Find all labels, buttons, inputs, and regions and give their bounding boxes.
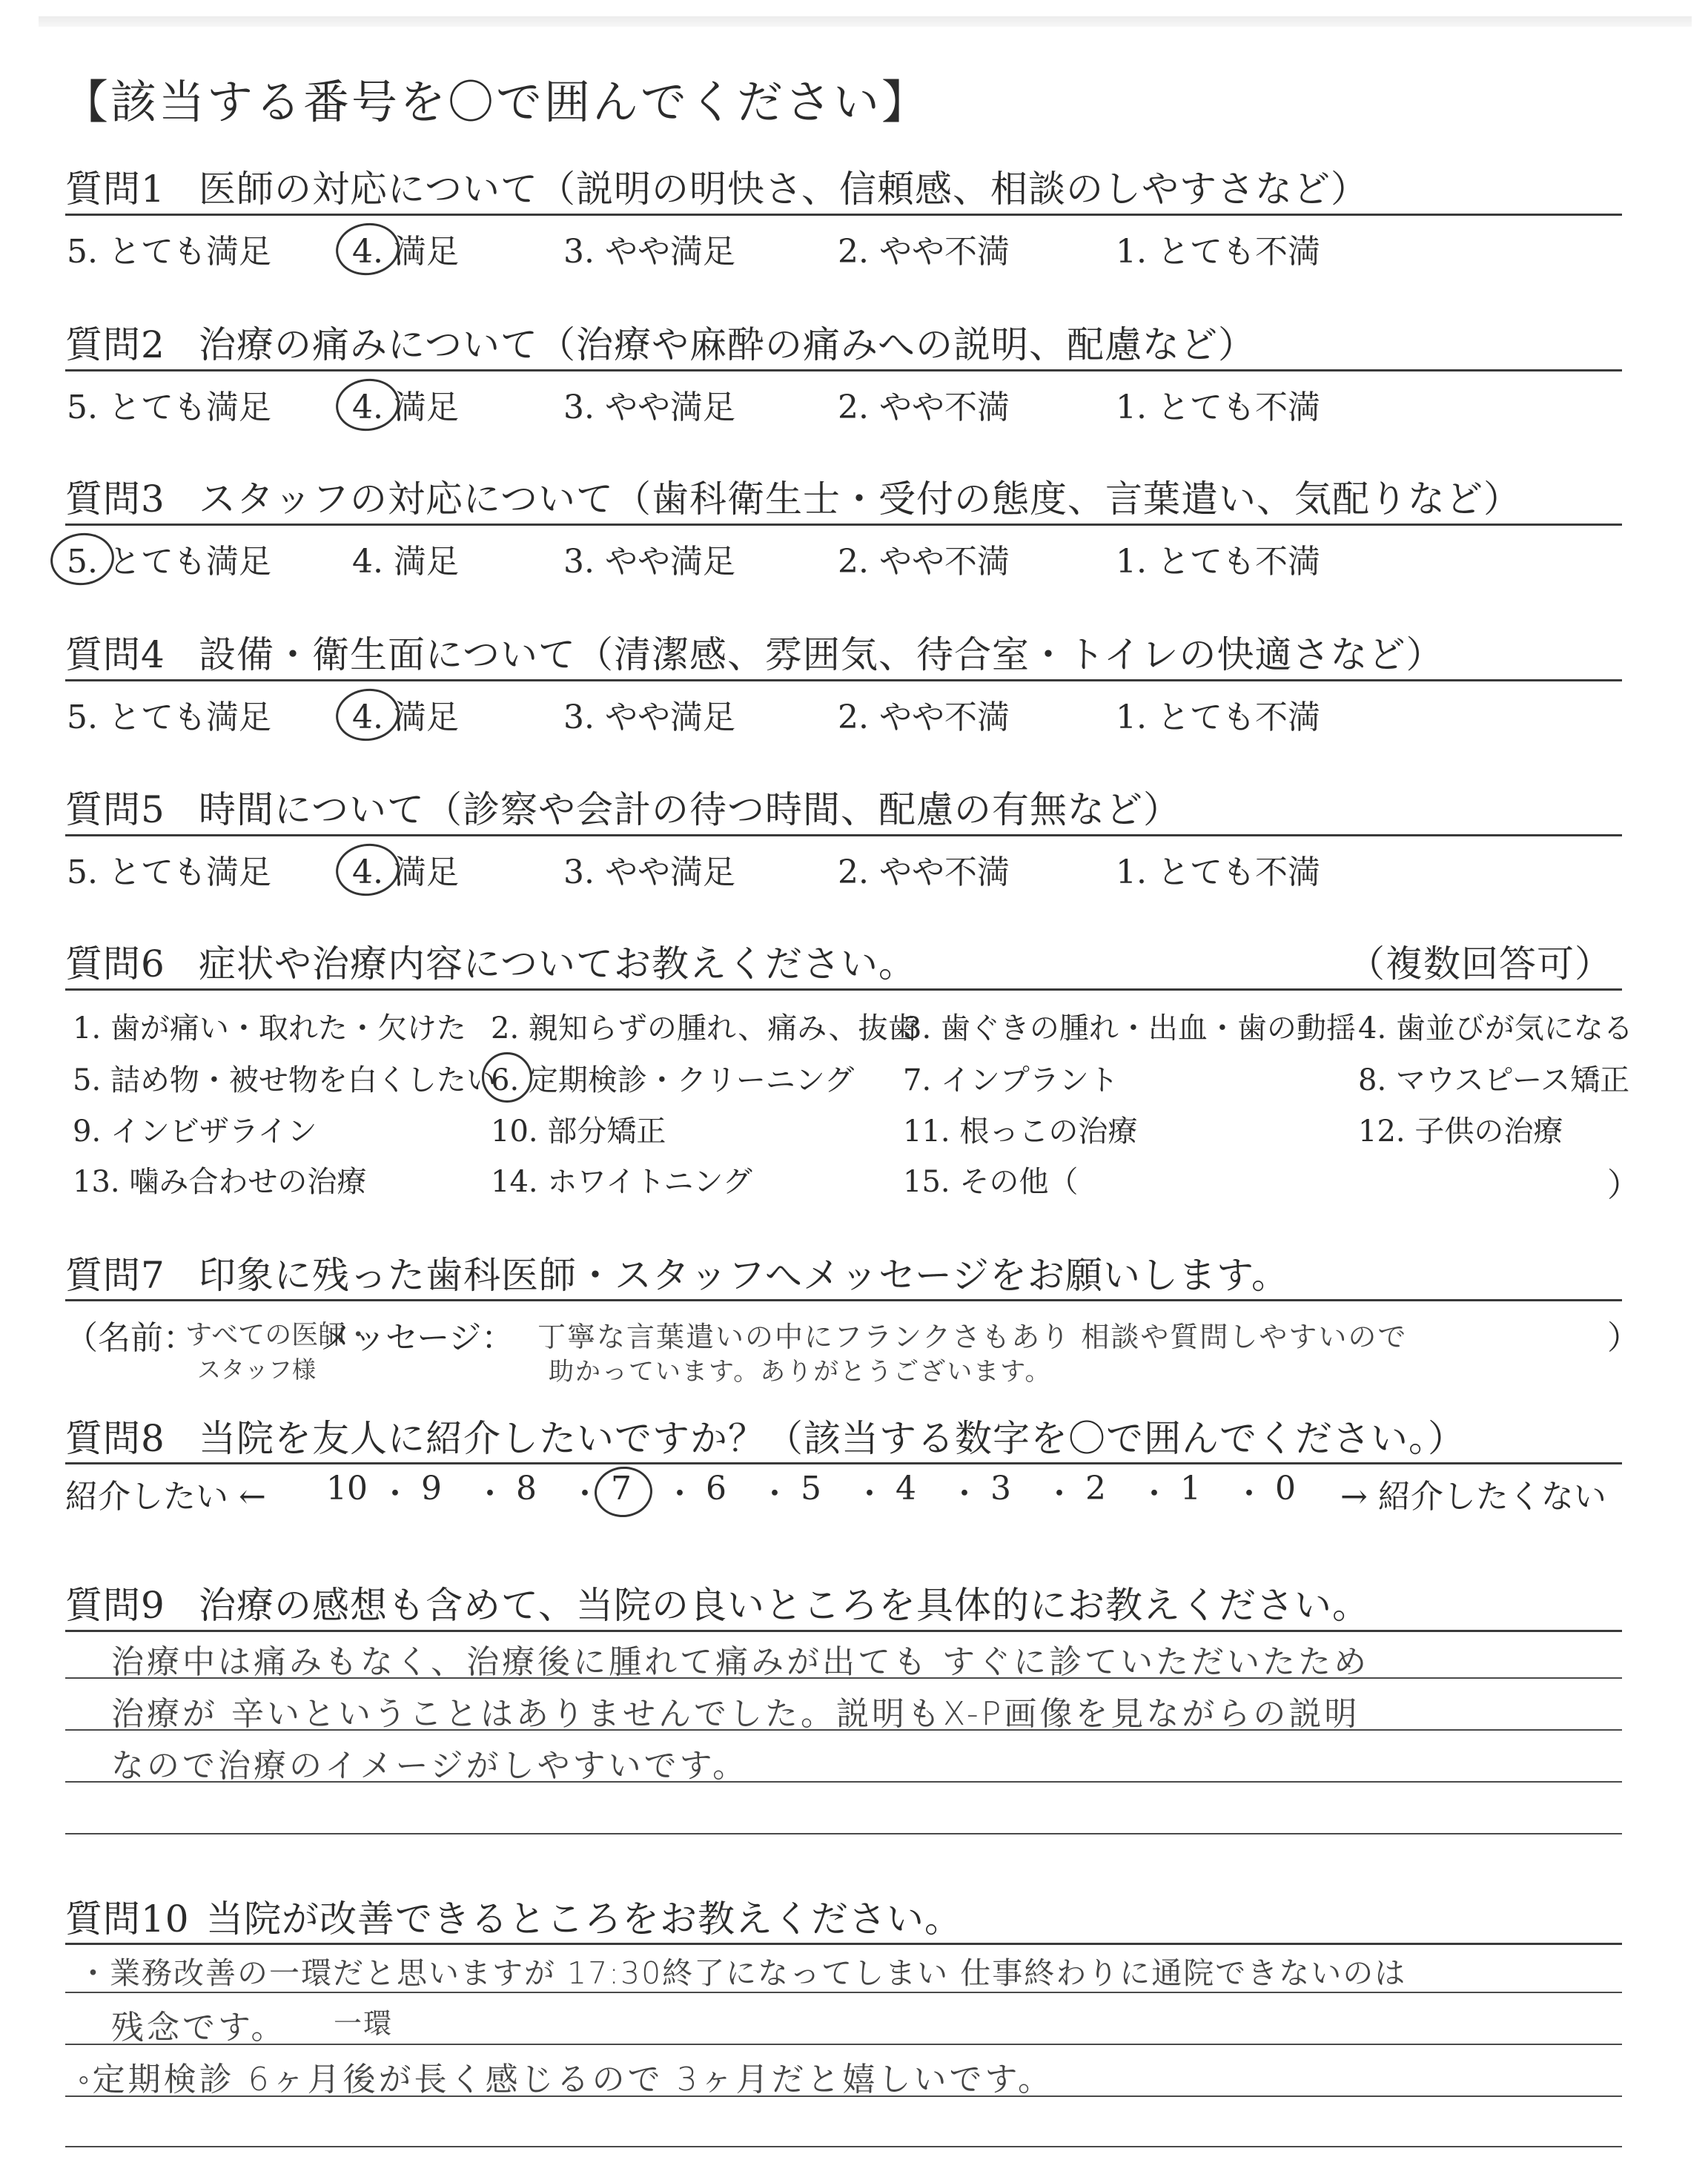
q9-answer-line: 治療中は痛みもなく、治療後に腫れて痛みが出ても すぐに診ていただいたため: [111, 1643, 1370, 1681]
q6-text: 症状や治療内容についてお教えください。: [199, 942, 916, 985]
q8-scale-dot: ・: [664, 1476, 696, 1512]
q10-text: 当院が改善できるところをお教えください。: [206, 1898, 962, 1941]
q6-option[interactable]: 15. その他（: [903, 1165, 1079, 1199]
q8-scale-dot: ・: [474, 1476, 506, 1512]
q9-text: 治療の感想も含めて、当院の良いところを具体的にお教えください。: [199, 1584, 1370, 1627]
q3-label: 質問3: [65, 478, 165, 521]
q4-text: 設備・衛生面について（清潔感、雰囲気、待合室・トイレの快適さなど）: [199, 633, 1444, 676]
q10-label: 質問10: [65, 1898, 190, 1941]
q8-scale-number[interactable]: 6: [706, 1470, 726, 1507]
q3-option[interactable]: 3. やや満足: [563, 543, 735, 581]
q8-scale-number[interactable]: 9: [421, 1470, 442, 1507]
q5-option[interactable]: 5. とても満足: [67, 853, 271, 891]
q8-scale-number[interactable]: 10: [326, 1470, 368, 1507]
q10-answer-line: 残念です。: [111, 2009, 287, 2047]
q8-scale-number[interactable]: 1: [1180, 1470, 1201, 1507]
q2-rule: [65, 369, 1622, 371]
q6-option[interactable]: 2. 親知らずの腫れ、痛み、抜歯: [491, 1011, 918, 1046]
q1-label: 質問1: [65, 168, 165, 211]
q1-rule: [65, 214, 1622, 216]
q2-option[interactable]: 4. 満足: [352, 389, 459, 426]
q3-option[interactable]: 2. やや不満: [838, 543, 1010, 581]
q8-scale-number[interactable]: 5: [801, 1470, 821, 1507]
q8-right-label: → 紹介したくない: [1340, 1478, 1606, 1516]
q7-label: 質問7: [65, 1254, 165, 1297]
q9-line-rule: [65, 1833, 1622, 1834]
q6-option[interactable]: 1. 歯が痛い・取れた・欠けた: [73, 1011, 466, 1046]
q7-text: 印象に残った歯科医師・スタッフへメッセージをお願いします。: [199, 1254, 1289, 1297]
q6-option[interactable]: 7. インプラント: [903, 1063, 1119, 1097]
q6-option[interactable]: 13. 噛み合わせの治療: [73, 1165, 367, 1199]
q8-scale-dot: ・: [569, 1476, 601, 1512]
q8-text: 当院を友人に紹介したいですか？（該当する数字を〇で囲んでください。）: [199, 1417, 1466, 1460]
q6-rule: [65, 988, 1622, 991]
q6-option[interactable]: 12. 子供の治療: [1358, 1114, 1563, 1149]
q6-label: 質問6: [65, 942, 165, 985]
q8-scale-dot: ・: [380, 1476, 411, 1512]
q7-message-label: メッセージ：: [320, 1319, 514, 1357]
q1-option[interactable]: 5. とても満足: [67, 233, 271, 271]
q2-option[interactable]: 5. とても満足: [67, 389, 271, 426]
q9-answer-line: 治療が 辛いということはありませんでした。説明もX-P画像を見ながらの説明: [111, 1695, 1360, 1733]
q4-option[interactable]: 3. やや満足: [563, 698, 735, 736]
q3-option[interactable]: 5. とても満足: [67, 543, 271, 581]
q7-name-value2: スタッフ様: [197, 1355, 317, 1384]
q8-left-label: 紹介したい ←: [65, 1478, 266, 1516]
scan-edge: [39, 16, 1692, 27]
q10-answer-line: ・業務改善の一環だと思いますが 17:30終了になってしまい 仕事終わりに通院できないのは: [78, 1955, 1407, 1991]
q10-answer-line: ◦定期検診 6ヶ月後が長く感じるので 3ヶ月だと嬉しいです。: [78, 2061, 1054, 2098]
q6-note: （複数回答可）: [1348, 942, 1612, 985]
q7-rule: [65, 1299, 1622, 1301]
q8-scale-dot: ・: [1044, 1476, 1076, 1512]
q8-scale-dot: ・: [854, 1476, 886, 1512]
q3-text: スタッフの対応について（歯科衛生士・受付の態度、言葉遣い、気配りなど）: [199, 478, 1521, 521]
q10-rule: [65, 1943, 1622, 1945]
q8-scale-number[interactable]: 3: [990, 1470, 1011, 1507]
q1-option[interactable]: 2. やや不満: [838, 233, 1010, 271]
q8-scale-dot: ・: [1139, 1476, 1171, 1512]
q6-option[interactable]: 8. マウスピース矯正: [1358, 1063, 1630, 1097]
q2-option[interactable]: 2. やや不満: [838, 389, 1010, 426]
q8-scale-number[interactable]: 7: [611, 1470, 632, 1507]
q5-option[interactable]: 2. やや不満: [838, 853, 1010, 891]
q4-option[interactable]: 1. とても不満: [1116, 698, 1320, 736]
q1-text: 医師の対応について（説明の明快さ、信頼感、相談のしやすさなど）: [199, 168, 1368, 211]
q4-option[interactable]: 5. とても満足: [67, 698, 271, 736]
q8-scale-dot: ・: [949, 1476, 981, 1512]
q6-option[interactable]: 11. 根っこの治療: [903, 1114, 1138, 1149]
q6-option[interactable]: 4. 歯並びが気になる: [1358, 1011, 1633, 1046]
q8-scale-dot: ・: [1234, 1476, 1265, 1512]
q2-text: 治療の痛みについて（治療や麻酔の痛みへの説明、配慮など）: [199, 323, 1256, 366]
q9-rule: [65, 1630, 1622, 1632]
q7-name-value: すべての医師・: [185, 1320, 372, 1350]
q1-option[interactable]: 4. 満足: [352, 233, 459, 271]
q8-scale-number[interactable]: 2: [1085, 1470, 1106, 1507]
q5-option[interactable]: 1. とても不満: [1116, 853, 1320, 891]
q8-scale-number[interactable]: 4: [896, 1470, 916, 1507]
page-title: 【該当する番号を〇で囲んでください】: [62, 75, 930, 129]
q7-close-paren: ）: [1607, 1319, 1640, 1357]
q3-rule: [65, 524, 1622, 526]
q10-correction: 一環: [334, 2007, 394, 2040]
q7-name-label: （名前：: [65, 1319, 196, 1357]
q1-option[interactable]: 3. やや満足: [563, 233, 735, 271]
q8-rule: [65, 1462, 1622, 1464]
q6-option[interactable]: 6. 定期検診・クリーニング: [491, 1063, 855, 1097]
q4-label: 質問4: [65, 633, 165, 676]
q10-line-rule: [65, 2146, 1622, 2147]
q4-option[interactable]: 2. やや不満: [838, 698, 1010, 736]
q6-option[interactable]: 10. 部分矯正: [491, 1114, 666, 1149]
q6-other-close: ）: [1607, 1166, 1640, 1204]
q2-option[interactable]: 3. やや満足: [563, 389, 735, 426]
q5-rule: [65, 834, 1622, 836]
q2-option[interactable]: 1. とても不満: [1116, 389, 1320, 426]
q8-selected-circle: [592, 1464, 655, 1520]
q5-option[interactable]: 3. やや満足: [563, 853, 735, 891]
q7-message-line1: 丁寧な言葉遣いの中にフランクさもあり 相談や質問しやすいので: [537, 1321, 1408, 1353]
q6-selected-circle: [482, 1052, 532, 1103]
q6-option[interactable]: 5. 詰め物・被せ物を白くしたい: [73, 1063, 496, 1097]
q2-label: 質問2: [65, 323, 165, 366]
q8-scale-number[interactable]: 8: [516, 1470, 537, 1507]
q6-option[interactable]: 14. ホワイトニング: [491, 1165, 752, 1199]
q9-label: 質問9: [65, 1584, 165, 1627]
q3-option[interactable]: 4. 満足: [352, 543, 459, 581]
q6-option[interactable]: 3. 歯ぐきの腫れ・出血・歯の動揺: [903, 1011, 1356, 1046]
q5-text: 時間について（診察や会計の待つ時間、配慮の有無など）: [199, 788, 1181, 831]
q4-option[interactable]: 4. 満足: [352, 698, 459, 736]
q8-scale-dot: ・: [759, 1476, 791, 1512]
q8-scale-number[interactable]: 0: [1275, 1470, 1296, 1507]
q6-option[interactable]: 9. インビザライン: [73, 1114, 317, 1149]
q1-option[interactable]: 1. とても不満: [1116, 233, 1320, 271]
q10-line-rule: [65, 2044, 1622, 2045]
q3-option[interactable]: 1. とても不満: [1116, 543, 1320, 581]
q9-answer-line: なので治療のイメージがしやすいです。: [111, 1747, 749, 1785]
q8-label: 質問8: [65, 1417, 165, 1460]
q5-option[interactable]: 4. 満足: [352, 853, 459, 891]
q4-rule: [65, 679, 1622, 681]
q7-message-line2: 助かっています。ありがとうございます。: [549, 1357, 1052, 1387]
q5-label: 質問5: [65, 788, 165, 831]
